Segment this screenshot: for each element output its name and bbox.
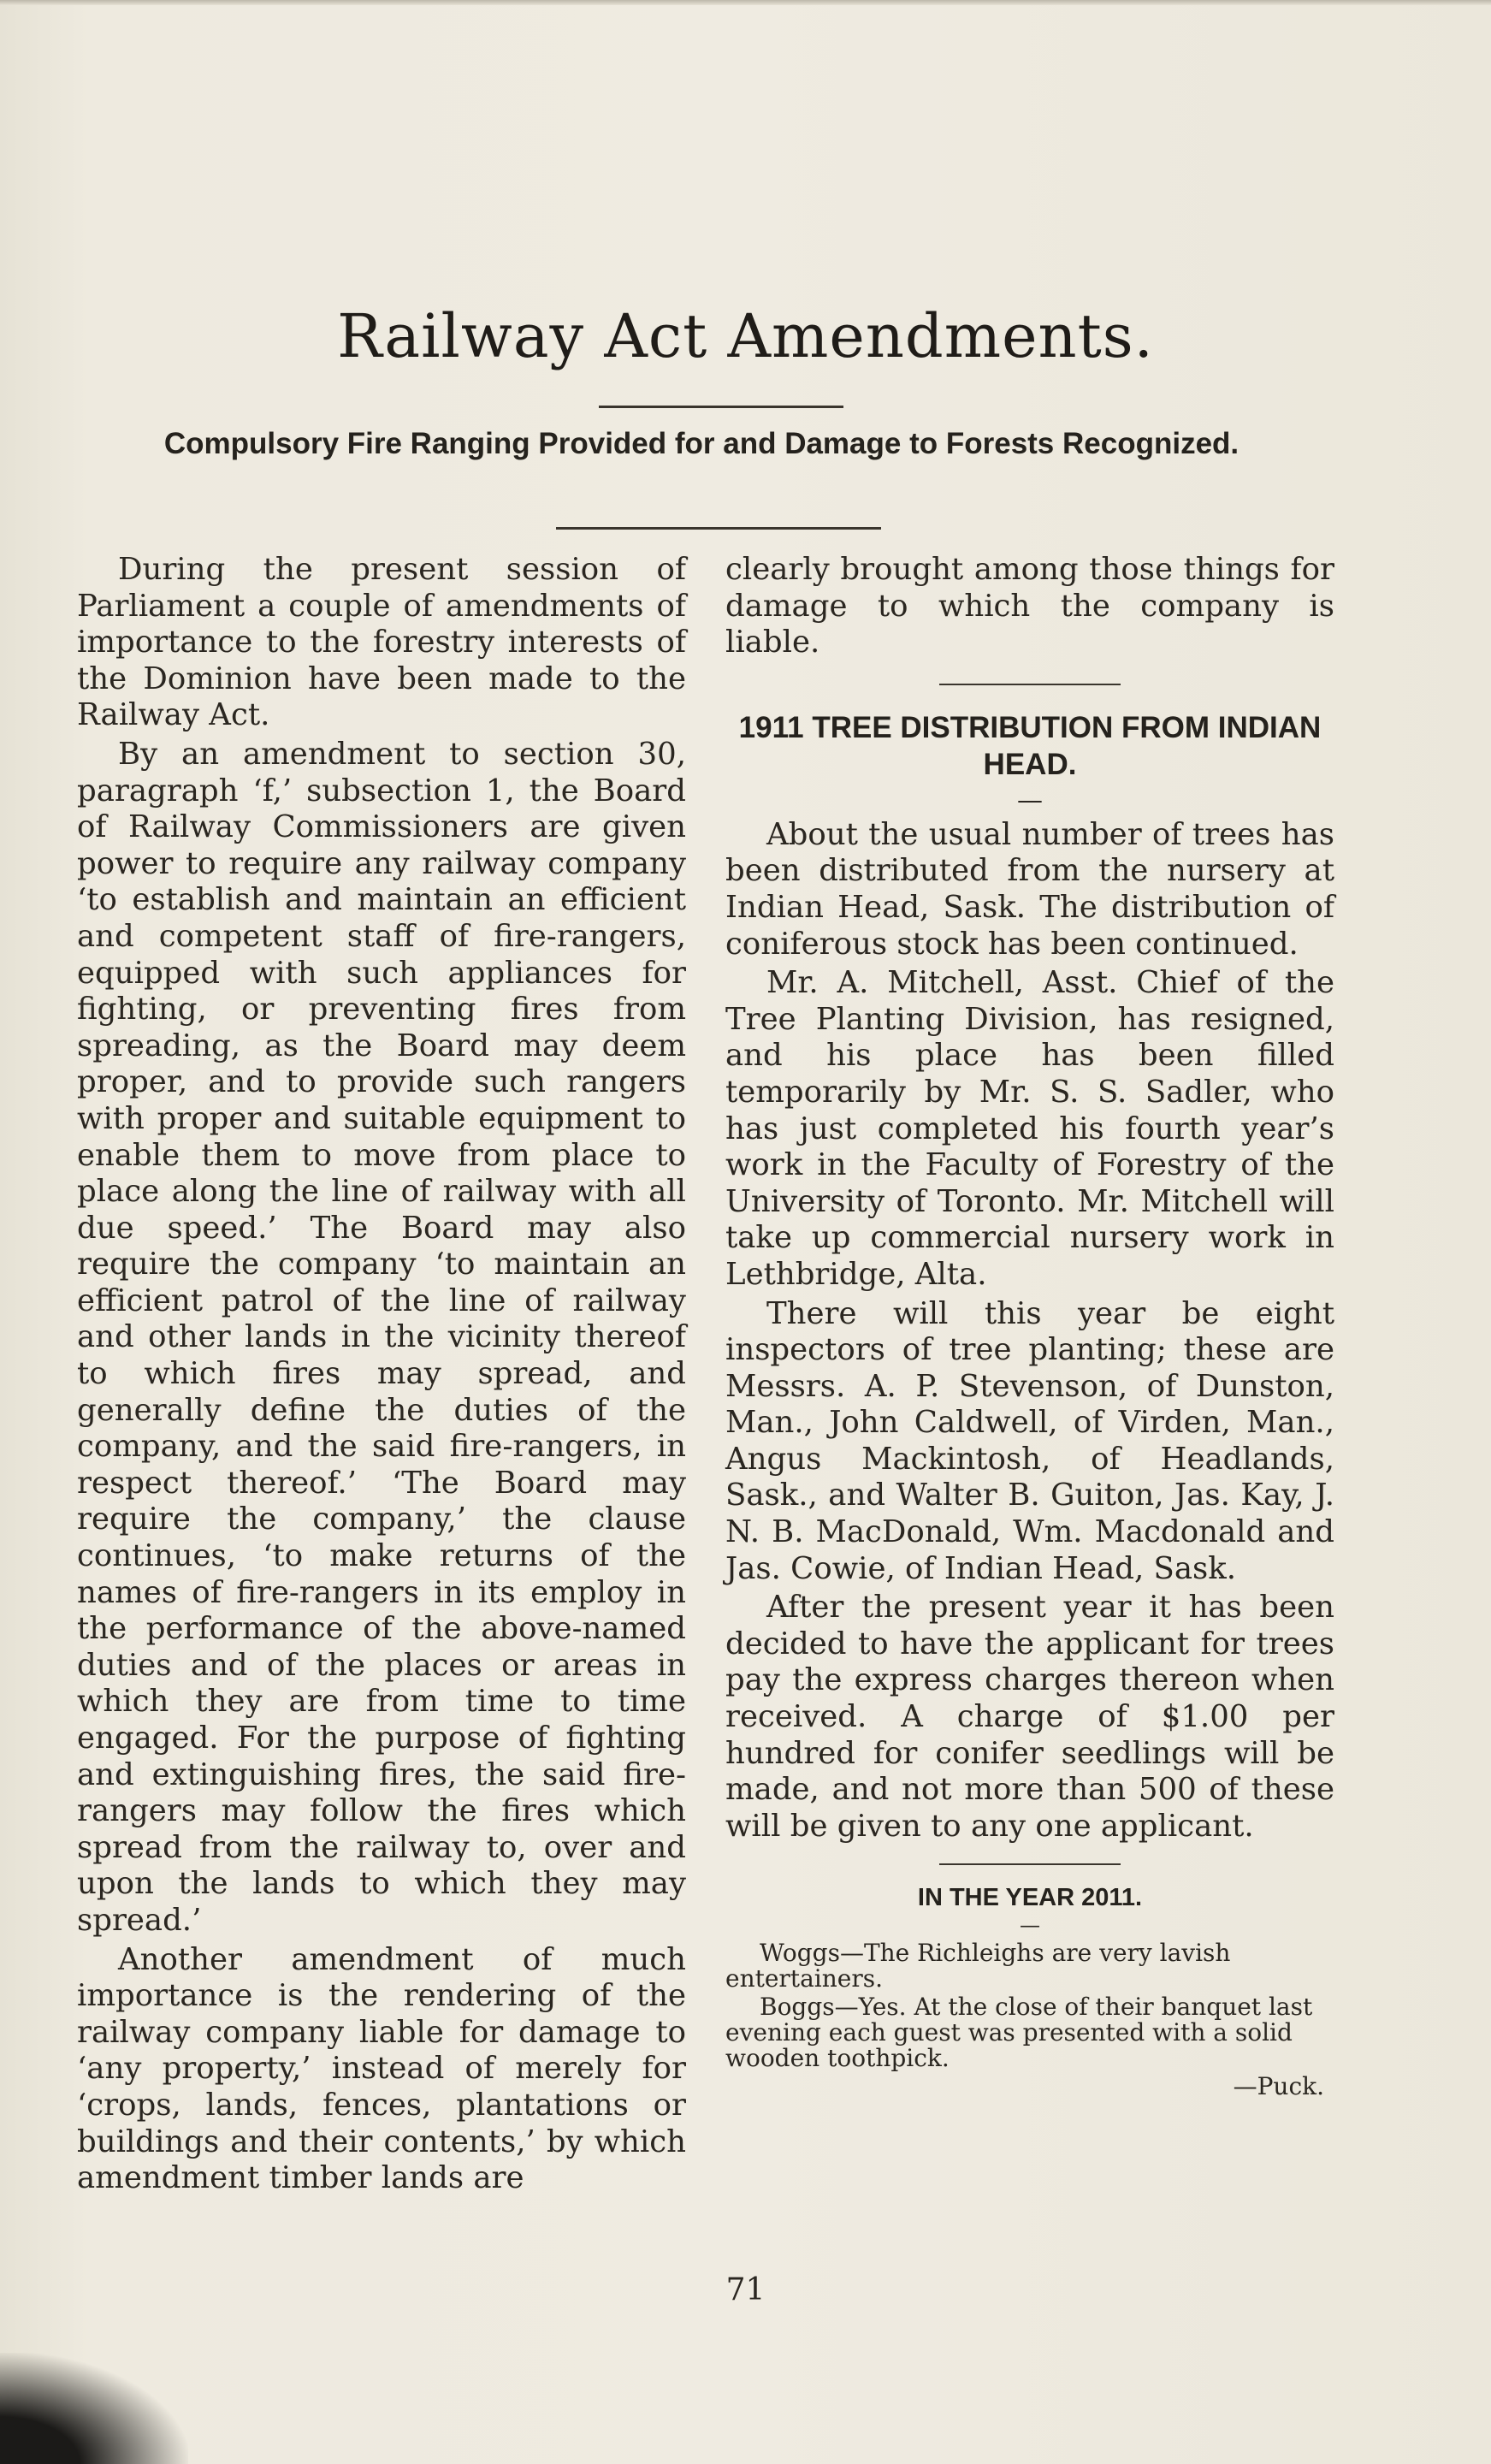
filler-text [725,1940,1334,2100]
section-dash: — [1017,785,1043,815]
section-paragraph-4: After the present year it has been decided to have the applicant for trees pay the express charges thereon when received. A charge of $1.00 per hundred for conifer seedlings will be made, and not more than 500 of these will be given to any one applicant. [725,1590,1334,1844]
subtitle-rule [556,527,881,530]
article-title: Railway Act Amendments. [337,301,1154,371]
section-paragraph-2: Mr. A. Mitchell, Asst. Chief of the Tree Planting Division, has resigned, and his place has been filled temporarily by Mr. S. S. Sadler, who has just completed his fourth year’s work in the Faculty of Forestry of the University of Toronto. Mr. Mitchell will take up commercial nursery work in Lethbridge, Alta. [725,965,1334,1292]
article-subtitle: Compulsory Fire Ranging Provided for and Damage to Forests Recognized. [163,427,1240,460]
filler-divider [939,1863,1121,1865]
page-number: 71 [725,2272,766,2307]
section-heading: 1911 TREE DISTRIBUTION FROM INDIAN HEAD. [738,710,1322,781]
title-rule [599,406,843,408]
section-paragraph-3: There will this year be eight inspectors of tree planting; these are Messrs. A. P. Stevenson, of Dunston, Man., John Caldwell, of Virden, Man., Angus Mackintosh, of Headlands, Sask., and Walter B. Guiton, Jas. Kay, J. N. B. MacDonald, Wm. Macdonald and Jas. Cowie, of Indian Head, Sask. [725,1295,1334,1586]
right-continuation: clearly brought among those things for damage to which the company is liable. [725,552,1334,660]
filler-line-1: Woggs—The Richleighs are very lavish entertainers. [725,1939,1231,1993]
left-paragraph-3: Another amendment of much importance is the rendering of the railway company liable for damage to ‘any property,’ instead of merely for ‘crops, lands, fences, plantations or buildings and their contents,’ by which amendment timber lands are [77,1941,686,2196]
section-paragraph-1: About the usual number of trees has been distributed from the nursery at Indian Head, Sask. The distribution of coniferous stock has been continued. [725,816,1334,962]
page-corner-shadow [0,2353,188,2464]
page-top-edge [0,0,1491,5]
left-column [77,552,686,2197]
filler-line-2: Boggs—Yes. At the close of their banquet last evening each guest was presented with a solid wooden toothpick. [725,1993,1313,2073]
filler-heading: IN THE YEAR 2011. [917,1884,1143,1912]
section-divider [939,684,1121,685]
left-paragraph-1: During the present session of Parliament a couple of amendments of importance to the forestry interests of the Dominion have been made to the Railway Act. [77,552,686,733]
left-paragraph-2: By an amendment to section 30, paragraph ‘f,’ subsection 1, the Board of Railway Commissioners are given power to require any railway company ‘to establish and maintain an efficient and competent staff of fire-rangers, equipped with such appliances for fighting, or preventing fires from spreading, as the Board may deem proper, and to provide such rangers with proper and suitable equipment to enable them to move from place to place along the line of railway with all due speed.’ The Board may also require the company ‘to maintain an efficient patrol of the line of railway and other lands in the vicinity thereof to which fires may spread, and generally define the duties of the company, and the said fire-rangers, in respect thereof.’ ‘The Board may require the company,’ the clause continues, ‘to make returns of the names of fire-rangers in its employ in the performance of the above-named duties and of the places or areas in which they are from time to time engaged. For the purpose of fighting and extinguishing fires, the said fire-rangers may follow the fires which spread from the railway to, over and upon the lands to which they may spread.’ [77,736,686,1938]
filler-dash: — [1020,1913,1040,1938]
filler-credit: —Puck. [1233,2072,1324,2101]
right-column [725,552,1334,2100]
